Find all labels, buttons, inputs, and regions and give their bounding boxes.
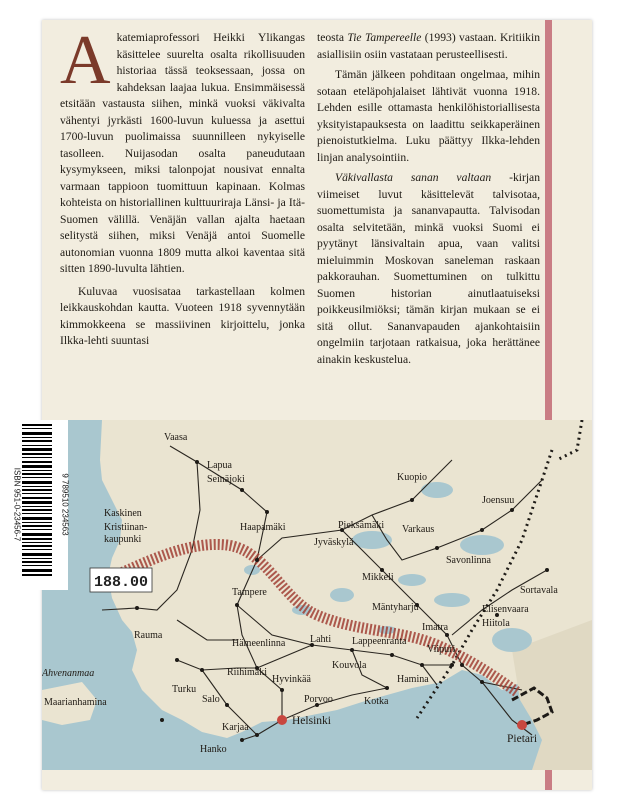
drop-cap: A [60, 22, 111, 99]
label-seinajoki: Seinäjoki [207, 474, 245, 485]
barcode-digits: 9 789510 234563 [60, 473, 70, 536]
label-maarianhamina: Maarianhamina [44, 697, 107, 708]
label-lahti: Lahti [310, 634, 332, 645]
final-text: -kirjan viimeiset luvut käsittelevät talvisotaa, suomettumista ja sananvapautta. Talvisodan osalta selvitetään, minkä vuoksi Suomi ei pyytänyt länsivaltain apua, vaan valitsi mieluimmin Moskovan saneleman raskaan pakkorauhan. Suomettuminen on tulkittu Suomen historian ainutlaatuiseksi poikkeusilmiöksi; tämän kirjan mukaan se ei sitä ollut. Sananvapauden ajankohtaisiin ongelmiin tarjotaan ratkaisua, joka herättänee ainakin keskustelua. [317, 171, 540, 366]
label-hameenlinna: Hämeenlinna [232, 638, 286, 649]
label-hanko: Hanko [200, 744, 227, 755]
label-hyvinkaa: Hyvinkää [272, 674, 311, 685]
label-helsinki: Helsinki [292, 715, 331, 727]
paragraph-intro [60, 22, 305, 278]
label-kaskinen: Kaskinen [104, 508, 142, 519]
text-column-left [60, 22, 305, 350]
book-title-vakivallasta: Väkivallasta sanan valtaan [335, 171, 492, 184]
isbn-text: ISBN 951-0-23456-7 [12, 467, 22, 542]
critique-text-b: (1993) vastaan. Kritiikin asiallisiin osiin vastataan perusteellisesti. [317, 31, 540, 61]
book-title-tie-tampereelle: Tie Tampereelle [347, 31, 422, 44]
label-lappeenranta: Lappeenranta [352, 636, 407, 647]
label-savonlinna: Savonlinna [446, 555, 491, 566]
railway-map [42, 420, 592, 770]
paragraph-1918: Tämän jälkeen pohditaan ongelmaa, mihin sotaan eteläpohjalaiset lähtivät vuonna 1918. Lehden esille ottamasta henkilöhistoriallisesta yksityistapauksesta on laadittu seikkaperäinen pienoistutkielma. Luku päättyy Ilkka-lehden linjan analysointiin. [317, 68, 540, 164]
label-karjaa: Karjaa [222, 722, 249, 733]
price-label: 188.00 [93, 574, 149, 591]
label-kristiinankaupunki: Kristiinan- [104, 522, 148, 533]
label-salo: Salo [202, 694, 220, 705]
label-lapua: Lapua [207, 460, 232, 471]
label-varkaus: Varkaus [402, 524, 435, 535]
barcode-label [8, 420, 68, 590]
intro-text: katemiaprofessori Heikki Ylikangas käsittelee suurelta osalta rikollisuuden historiaa tässä teoksessaan, jossa on kahdeksan laajaa lukua. Ensimmäisessä etsitään vastausta siihen, minkä vuoksi väkivalta vähentyi jyrkästi 1600-luvun kuluessa ja asettui 1700-luvun puolimaissa suunnilleen nykyiselle tasolleen. Nuijasodan osalta paneudutaan kysymykseen, miksi talonpojat nousivat ennalta varmaan tappioon tuomittuun kapinaan. Kolmas kohteista on historiallinen kulttuuriraja Länsi- ja Itä-Suomen välillä. Venäjän vallan ajalta haetaan selitystä siihen, miksi Venäjä antoi Suomelle autonomian vuonna 1809 mutta alkoi kaventaa sitä sitten 1890-luvulta lähtien. [60, 31, 305, 275]
label-rauma: Rauma [134, 630, 163, 641]
label-imatra: Imatra [422, 622, 449, 633]
label-hamina: Hamina [397, 674, 429, 685]
label-kotka: Kotka [364, 696, 389, 707]
label-riihimaki: Riihimäki [227, 667, 267, 678]
text-column-right [317, 30, 540, 368]
pietari-marker [517, 720, 527, 730]
label-pieksamaki: Pieksämäki [338, 520, 385, 531]
label-elisenvaara: Elisenvaara [482, 604, 529, 615]
label-haapamaki: Haapamäki [240, 522, 286, 533]
price-tag [90, 568, 152, 592]
label-mikkeli: Mikkeli [362, 572, 394, 583]
critique-text-a: teosta [317, 31, 348, 44]
label-tampere: Tampere [232, 587, 267, 598]
label-vaasa: Vaasa [164, 432, 188, 443]
label-kouvola: Kouvola [332, 660, 367, 671]
label-ahvenanmaa: Ahvenanmaa [42, 668, 95, 679]
paragraph-century: Kuluvaa vuosisataa tarkastellaan kolmen leikkauskohdan kautta. Vuoteen 1918 syvennytään kimmokkeena se massiivinen kirjoittelu, jonka Ilkka-lehti suuntasi [60, 284, 305, 347]
label-turku: Turku [172, 684, 197, 695]
label-pietari: Pietari [507, 733, 538, 745]
label-kuopio: Kuopio [397, 472, 427, 483]
label-viipuri: Viipuri [427, 644, 456, 655]
label-jyvaskyla: Jyväskylä [314, 537, 354, 548]
label-joensuu: Joensuu [482, 495, 515, 506]
paragraph-final [317, 170, 540, 368]
paragraph-critique [317, 30, 540, 63]
label-hiitola: Hiitola [482, 618, 510, 629]
label-sortavala: Sortavala [520, 585, 558, 596]
helsinki-marker [277, 715, 287, 725]
label-porvoo: Porvoo [304, 694, 333, 705]
label-kristiinankaupunki-2: kaupunki [104, 534, 142, 545]
label-mantyharju: Mäntyharju [372, 602, 419, 613]
